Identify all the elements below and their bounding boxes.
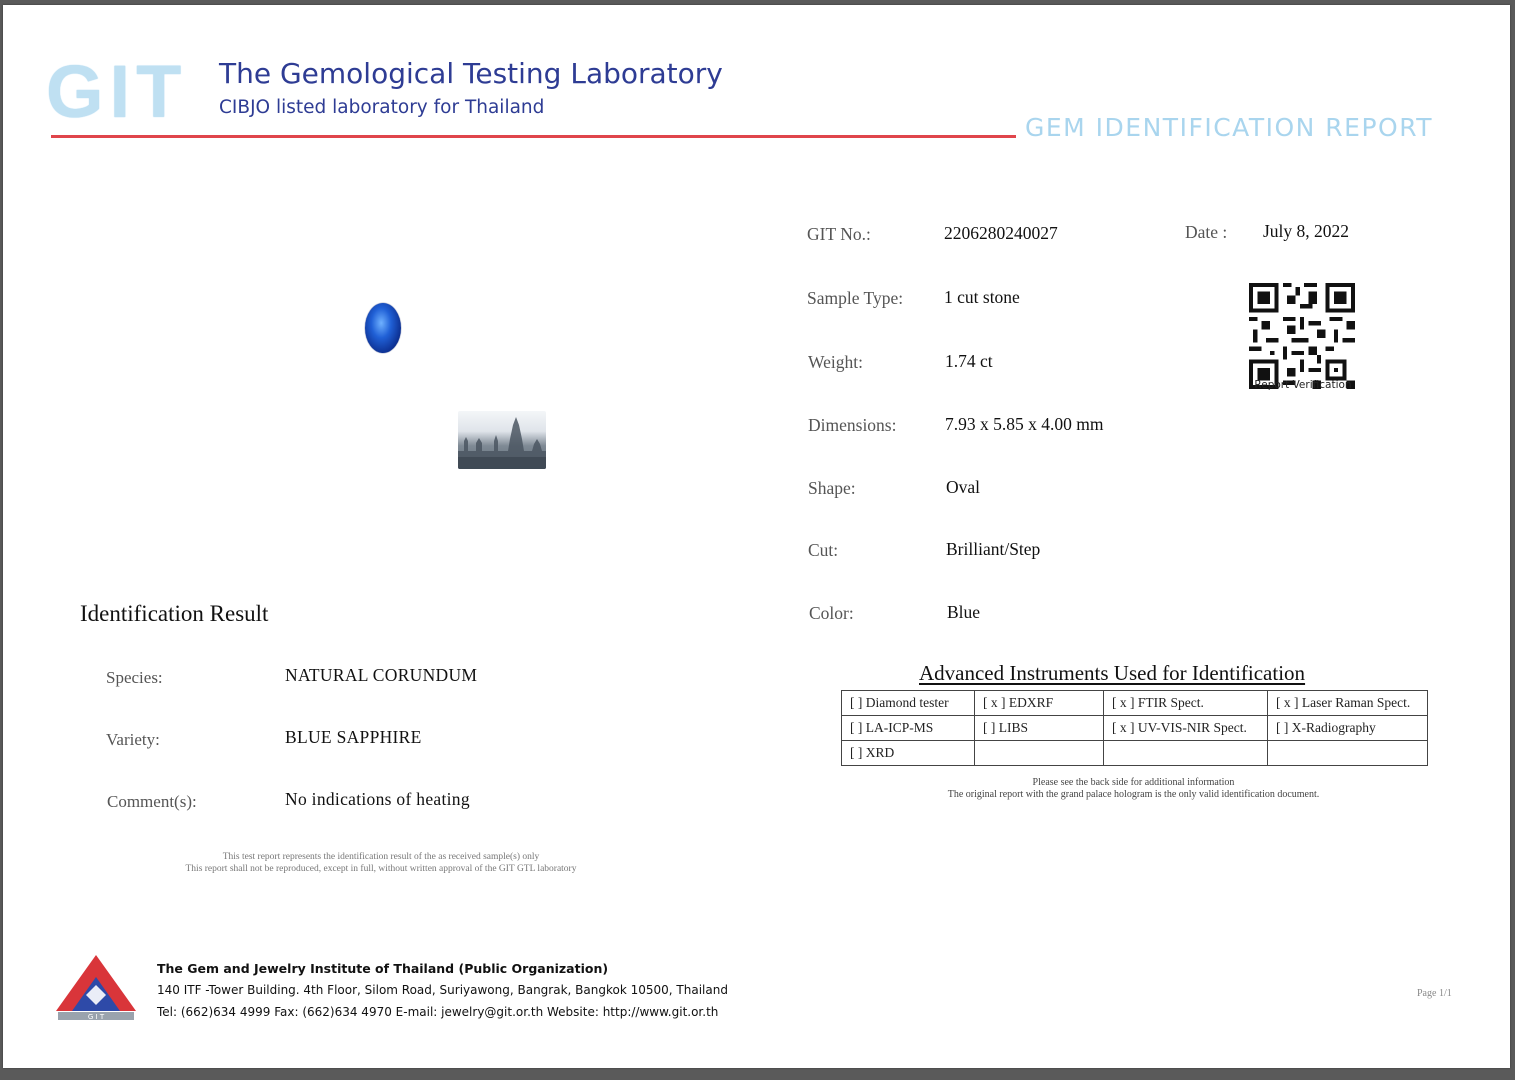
page-number: Page 1/1	[1417, 988, 1452, 999]
instrument-cell: [ x ] FTIR Spect.	[1104, 691, 1268, 716]
back-side-note: Please see the back side for additional information	[1032, 777, 1235, 788]
sample-type-value: 1 cut stone	[944, 287, 1020, 307]
instruments-row	[842, 691, 1428, 716]
date-label: Date :	[1185, 222, 1228, 242]
instruments-row	[842, 741, 1428, 766]
comments-label: Comment(s):	[107, 792, 197, 811]
weight-value: 1.74 ct	[945, 351, 993, 371]
qr-caption: Report Verification	[1254, 379, 1352, 391]
dimensions-label: Dimensions:	[808, 415, 897, 435]
variety-value: BLUE SAPPHIRE	[285, 727, 422, 747]
instrument-cell	[1104, 741, 1268, 766]
sample-type-label: Sample Type:	[807, 288, 904, 308]
header-divider	[51, 135, 1016, 138]
git-logo: GIT	[46, 50, 188, 133]
institute-name: The Gem and Jewelry Institute of Thailand (Public Organization)	[157, 961, 609, 976]
variety-label: Variety:	[106, 730, 160, 749]
instruments-heading: Advanced Instruments Used for Identification	[919, 661, 1306, 685]
lab-name: The Gemological Testing Laboratory	[219, 57, 723, 90]
git-no-value: 2206280240027	[944, 223, 1058, 243]
report-type-title: GEM IDENTIFICATION REPORT	[1025, 113, 1434, 142]
instrument-cell: [ x ] UV-VIS-NIR Spect.	[1104, 716, 1268, 741]
report-page	[3, 5, 1510, 1068]
instrument-cell: [ x ] Laser Raman Spect.	[1268, 691, 1428, 716]
color-label: Color:	[809, 603, 854, 623]
instrument-cell: [ ] XRD	[842, 741, 975, 766]
institute-contact: Tel: (662)634 4999 Fax: (662)634 4970 E-mail: jewelry@git.or.th Website: http://www.git.or.th	[157, 1005, 719, 1019]
identification-heading: Identification Result	[80, 601, 269, 626]
gem-photo	[365, 303, 401, 353]
instrument-cell: [ ] Diamond tester	[842, 691, 975, 716]
dimensions-value: 7.93 x 5.85 x 4.00 mm	[945, 414, 1104, 434]
disclaimer	[153, 851, 609, 875]
instrument-cell: [ ] LA-ICP-MS	[842, 716, 975, 741]
report-verification-qr-code[interactable]	[1249, 283, 1355, 389]
disclaimer-line-1: This test report represents the identification result of the as received sample(s) only	[222, 852, 540, 862]
instruments-table	[841, 690, 1428, 766]
logo-caption: G I T	[87, 1013, 105, 1021]
institute-address: 140 ITF -Tower Building. 4th Floor, Silom Road, Suriyawong, Bangrak, Bangkok 10500, Thailand	[157, 983, 728, 997]
date-value: July 8, 2022	[1263, 221, 1350, 241]
lab-subtitle: CIBJO listed laboratory for Thailand	[219, 97, 545, 118]
git-institute-logo	[56, 955, 136, 1021]
instrument-cell	[975, 741, 1104, 766]
hologram-image	[458, 411, 546, 469]
species-label: Species:	[106, 668, 163, 687]
shape-label: Shape:	[808, 478, 856, 498]
instrument-cell: [ ] LIBS	[975, 716, 1104, 741]
cut-label: Cut:	[808, 540, 839, 560]
instruments-row	[842, 716, 1428, 741]
instrument-cell	[1268, 741, 1428, 766]
color-value: Blue	[947, 602, 981, 622]
hologram-validity-note: The original report with the grand palace hologram is the only valid identification document.	[947, 789, 1320, 800]
instrument-cell: [ ] X-Radiography	[1268, 716, 1428, 741]
comments-value: No indications of heating	[285, 789, 470, 809]
species-value: NATURAL CORUNDUM	[285, 665, 478, 685]
git-no-label: GIT No.:	[807, 224, 871, 244]
grand-palace-hologram	[458, 411, 546, 469]
weight-label: Weight:	[808, 352, 863, 372]
cut-value: Brilliant/Step	[946, 539, 1041, 559]
instrument-cell: [ x ] EDXRF	[975, 691, 1104, 716]
disclaimer-line-2: This report shall not be reproduced, except in full, without written approval of the GIT GTL laboratory	[185, 864, 577, 874]
shape-value: Oval	[946, 477, 981, 497]
